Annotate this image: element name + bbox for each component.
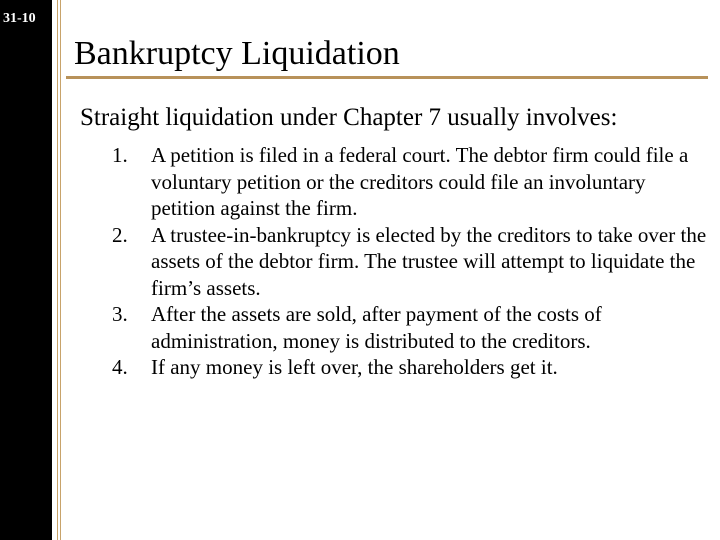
step-number: 3.: [112, 302, 128, 326]
list-item: [112, 142, 712, 222]
step-text: After the assets are sold, after payment of the costs of administration, money is distributed to the creditors.: [151, 302, 602, 353]
step-number: 4.: [112, 355, 128, 379]
left-sidebar-bar: [0, 0, 52, 540]
steps-list: [112, 142, 712, 381]
title-underline: [66, 76, 708, 79]
slide-title: Bankruptcy Liquidation: [74, 35, 400, 72]
step-number: 1.: [112, 143, 128, 167]
step-text: If any money is left over, the shareholders get it.: [151, 355, 558, 379]
list-item: [112, 354, 712, 381]
list-item: [112, 301, 712, 354]
step-text: A trustee-in-bankruptcy is elected by the creditors to take over the assets of the debtor firm. The trustee will attempt to liquidate the firm’s assets.: [151, 222, 707, 300]
list-item: [112, 222, 712, 302]
vertical-rule: [57, 0, 61, 540]
step-number: 2.: [112, 222, 128, 247]
step-text: A petition is filed in a federal court. The debtor firm could file a voluntary petition or the creditors could file an involuntary petition against the firm.: [151, 143, 689, 220]
intro-text: Straight liquidation under Chapter 7 usually involves:: [80, 104, 618, 131]
slide-number: 31-10: [3, 11, 36, 26]
